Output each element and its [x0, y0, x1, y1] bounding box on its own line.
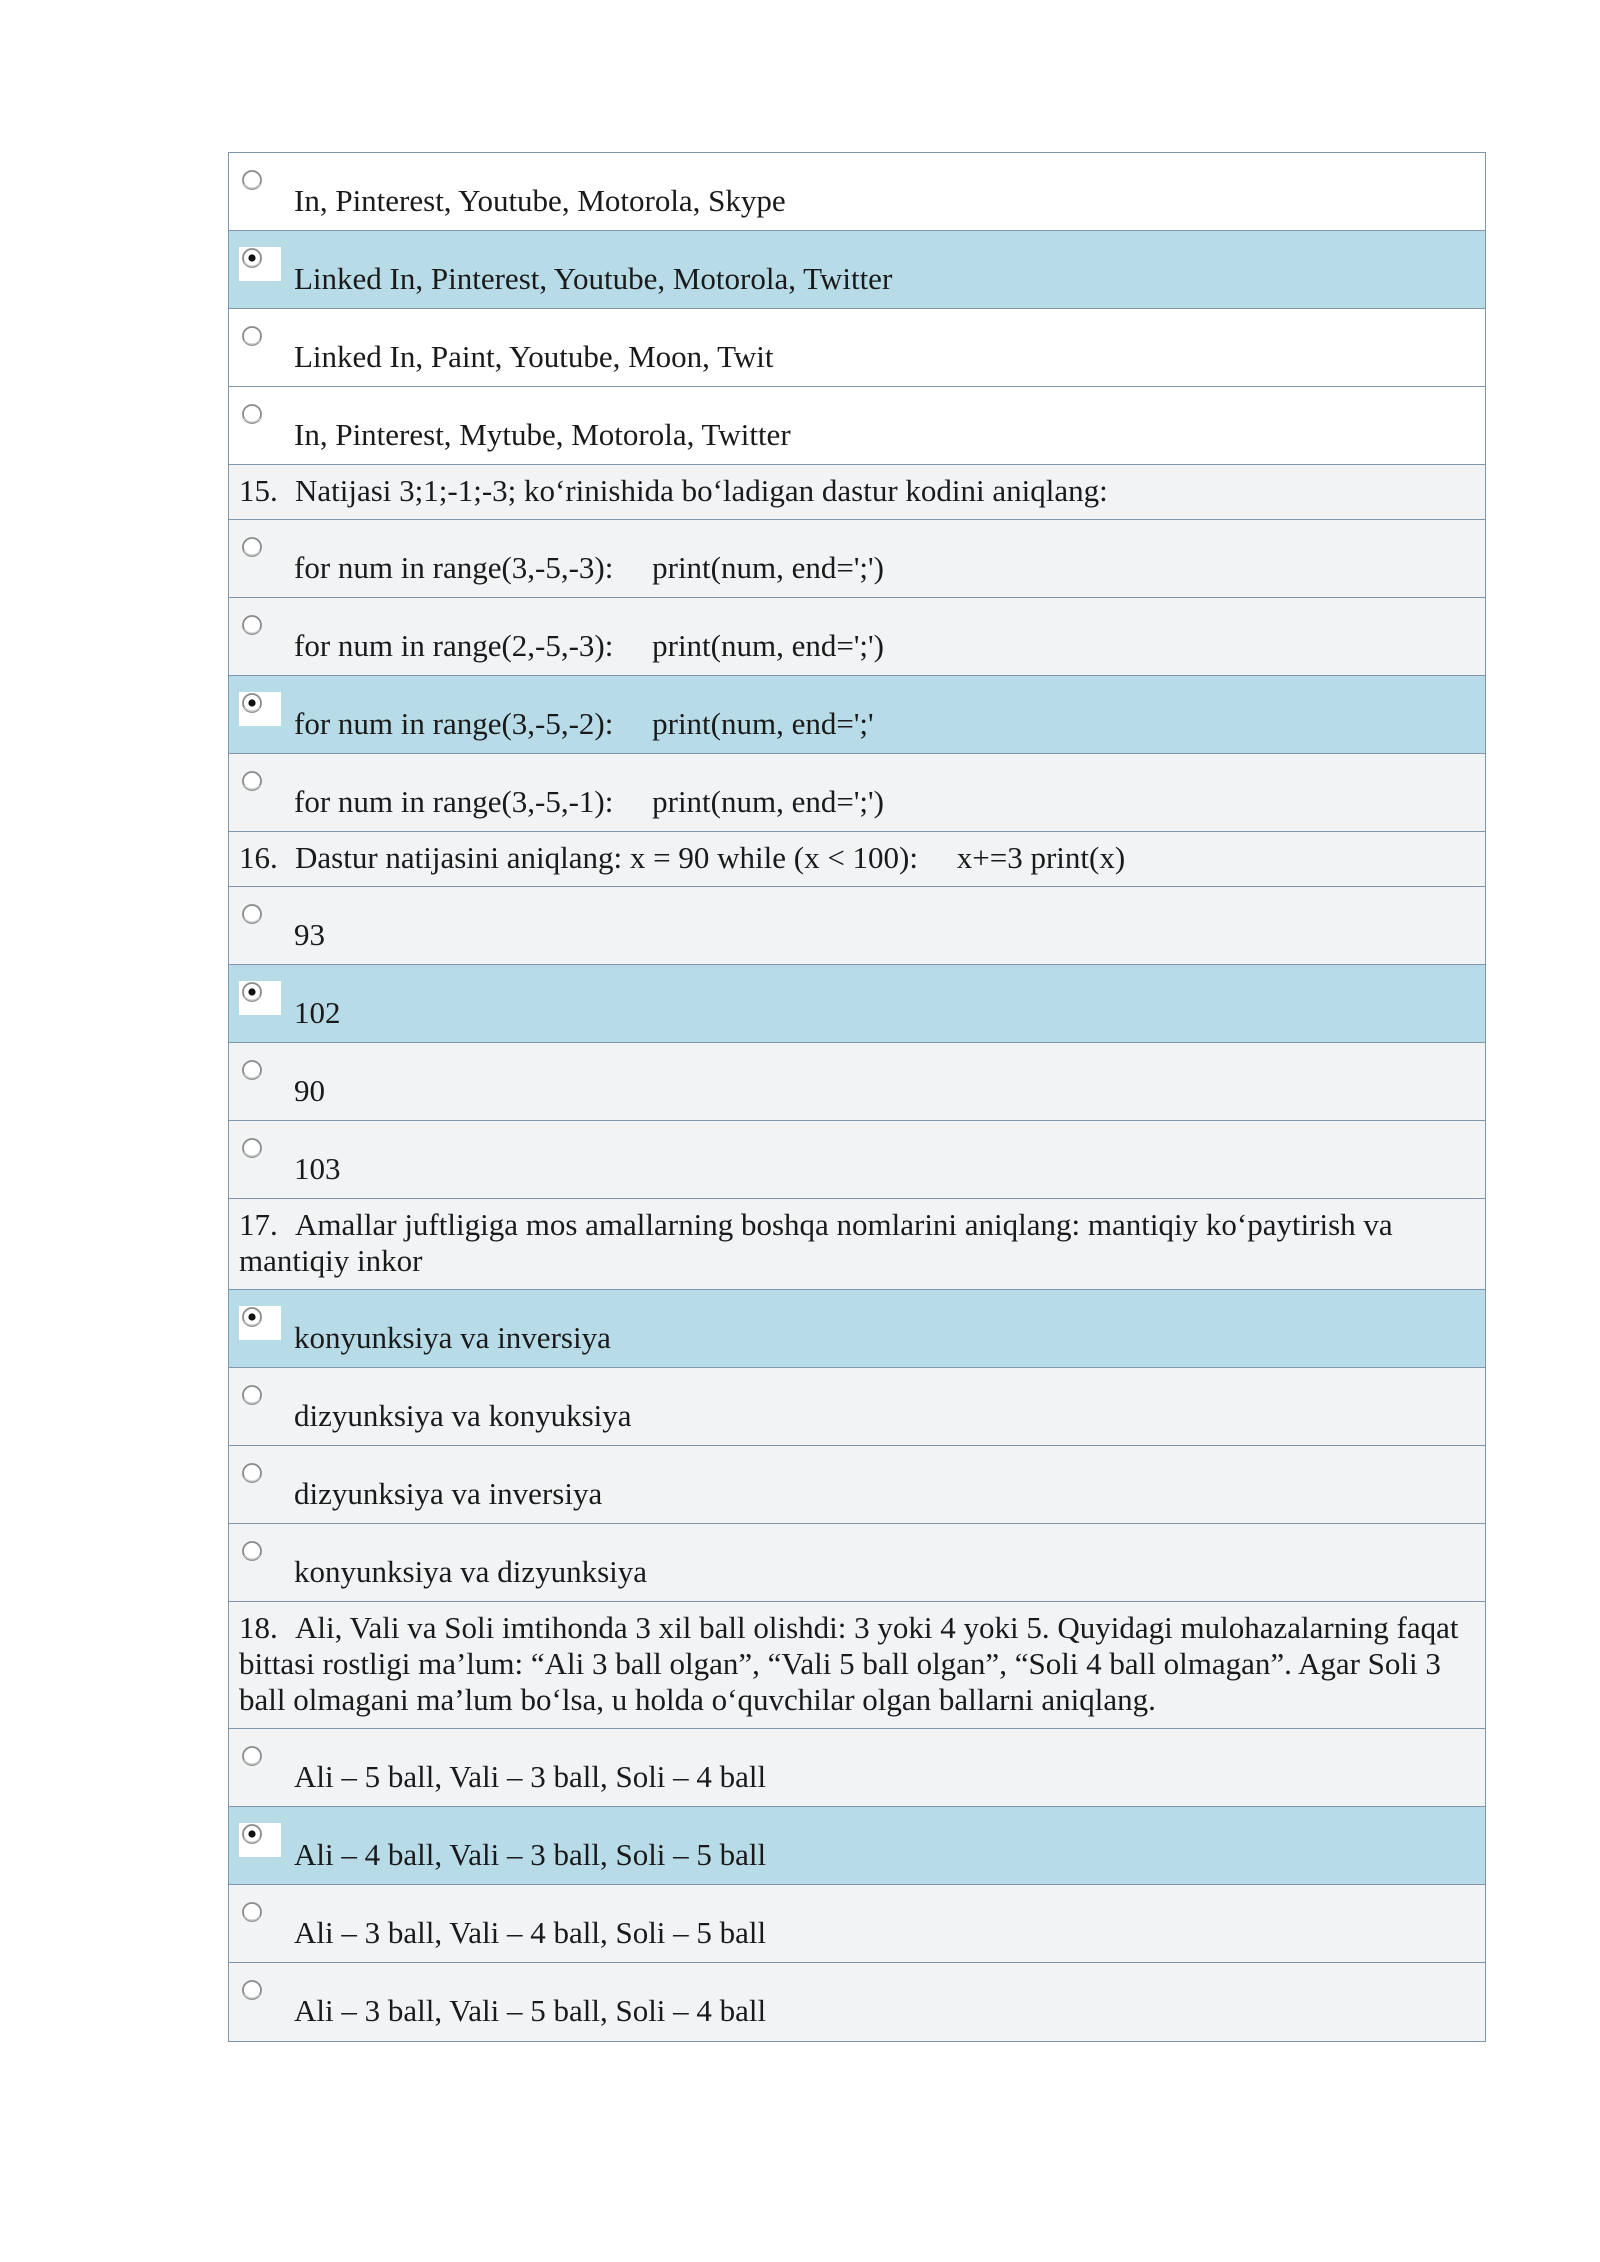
- answer-option[interactable]: [229, 754, 1485, 832]
- answer-option[interactable]: [229, 309, 1485, 387]
- radio-button-icon[interactable]: [239, 1059, 281, 1093]
- answer-option-text: Ali – 4 ball, Vali – 3 ball, Soli – 5 ball: [294, 1837, 767, 1872]
- answer-option[interactable]: [229, 887, 1485, 965]
- radio-button-icon[interactable]: [239, 1462, 281, 1496]
- answer-option[interactable]: [229, 1368, 1485, 1446]
- answer-option[interactable]: [229, 231, 1485, 309]
- radio-button-icon[interactable]: [239, 403, 281, 437]
- radio-button-icon[interactable]: [239, 1540, 281, 1574]
- answer-option-text: for num in range(3,-5,-3): print(num, end=';'): [294, 550, 884, 585]
- answer-option-text: konyunksiya va inversiya: [294, 1320, 611, 1355]
- answer-option-text: for num in range(3,-5,-1): print(num, end=';'): [294, 784, 884, 819]
- question-16: [229, 832, 1485, 887]
- radio-button-icon[interactable]: [239, 1745, 281, 1779]
- question-text: Amallar juftligiga mos amallarning boshqa nomlarini aniqlang: mantiqiy ko‘paytirish va mantiqiy inkor: [239, 1207, 1393, 1278]
- answer-option-text: 90: [294, 1073, 325, 1108]
- question-number: 16.: [239, 840, 278, 875]
- answer-option-text: dizyunksiya va konyuksiya: [294, 1398, 632, 1433]
- question-number: 15.: [239, 473, 278, 508]
- answer-option[interactable]: [229, 1121, 1485, 1199]
- answer-option-text: Linked In, Pinterest, Youtube, Motorola, Twitter: [294, 261, 893, 296]
- question-18: [229, 1602, 1485, 1729]
- answer-option-text: 93: [294, 917, 325, 952]
- radio-button-icon[interactable]: [239, 325, 281, 359]
- question-number: 18.: [239, 1610, 278, 1645]
- radio-button-icon[interactable]: [239, 1979, 281, 2013]
- answer-option-text: In, Pinterest, Youtube, Motorola, Skype: [294, 183, 786, 218]
- question-17: [229, 1199, 1485, 1290]
- answer-option-text: In, Pinterest, Mytube, Motorola, Twitter: [294, 417, 791, 452]
- answer-option-text: for num in range(3,-5,-2): print(num, end=';': [294, 706, 874, 741]
- answer-option[interactable]: [229, 1524, 1485, 1602]
- answer-option-text: Ali – 3 ball, Vali – 4 ball, Soli – 5 ball: [294, 1915, 767, 1950]
- question-number: 17.: [239, 1207, 278, 1242]
- answer-option[interactable]: [229, 520, 1485, 598]
- question-text: Dastur natijasini aniqlang: x = 90 while (x < 100): x+=3 print(x): [295, 840, 1126, 875]
- answer-option-text: 102: [294, 995, 341, 1030]
- answer-option-text: for num in range(2,-5,-3): print(num, end=';'): [294, 628, 884, 663]
- answer-option-text: Ali – 3 ball, Vali – 5 ball, Soli – 4 ball: [294, 1993, 767, 2028]
- radio-button-icon[interactable]: [239, 1901, 281, 1935]
- answer-option[interactable]: [229, 1885, 1485, 1963]
- answer-option-text: 103: [294, 1151, 341, 1186]
- radio-button-icon[interactable]: [239, 1384, 281, 1418]
- answer-option[interactable]: [229, 387, 1485, 465]
- radio-button-icon[interactable]: [239, 247, 281, 281]
- answer-option[interactable]: [229, 1729, 1485, 1807]
- question-text: Natijasi 3;1;-1;-3; ko‘rinishida bo‘ladigan dastur kodini aniqlang:: [295, 473, 1108, 508]
- radio-button-icon[interactable]: [239, 981, 281, 1015]
- question-15: [229, 465, 1485, 520]
- radio-button-icon[interactable]: [239, 1823, 281, 1857]
- answer-option[interactable]: [229, 965, 1485, 1043]
- answer-option-text: Ali – 5 ball, Vali – 3 ball, Soli – 4 ball: [294, 1759, 767, 1794]
- answer-option[interactable]: [229, 1290, 1485, 1368]
- quiz-table: [228, 152, 1486, 2042]
- answer-option[interactable]: [229, 153, 1485, 231]
- radio-button-icon[interactable]: [239, 1137, 281, 1171]
- answer-option-text: Linked In, Paint, Youtube, Moon, Twit: [294, 339, 774, 374]
- answer-option-text: dizyunksiya va inversiya: [294, 1476, 603, 1511]
- answer-option[interactable]: [229, 676, 1485, 754]
- answer-option[interactable]: [229, 1807, 1485, 1885]
- radio-button-icon[interactable]: [239, 692, 281, 726]
- radio-button-icon[interactable]: [239, 1306, 281, 1340]
- radio-button-icon[interactable]: [239, 614, 281, 648]
- answer-option[interactable]: [229, 598, 1485, 676]
- answer-option[interactable]: [229, 1963, 1485, 2041]
- radio-button-icon[interactable]: [239, 903, 281, 937]
- question-text: Ali, Vali va Soli imtihonda 3 xil ball olishdi: 3 yoki 4 yoki 5. Quyidagi mulohazalarning faqat bittasi rostligi ma’lum: “Ali 3 ball olgan”, “Vali 5 ball olgan”, “Soli 4 ball olmagan”. Agar Soli 3 ball olmagani ma’lum bo‘lsa, u holda o‘quvchilar olgan ballarni aniqlang.: [239, 1610, 1459, 1717]
- radio-button-icon[interactable]: [239, 169, 281, 203]
- radio-button-icon[interactable]: [239, 770, 281, 804]
- answer-option-text: konyunksiya va dizyunksiya: [294, 1554, 648, 1589]
- radio-button-icon[interactable]: [239, 536, 281, 570]
- answer-option[interactable]: [229, 1446, 1485, 1524]
- answer-option[interactable]: [229, 1043, 1485, 1121]
